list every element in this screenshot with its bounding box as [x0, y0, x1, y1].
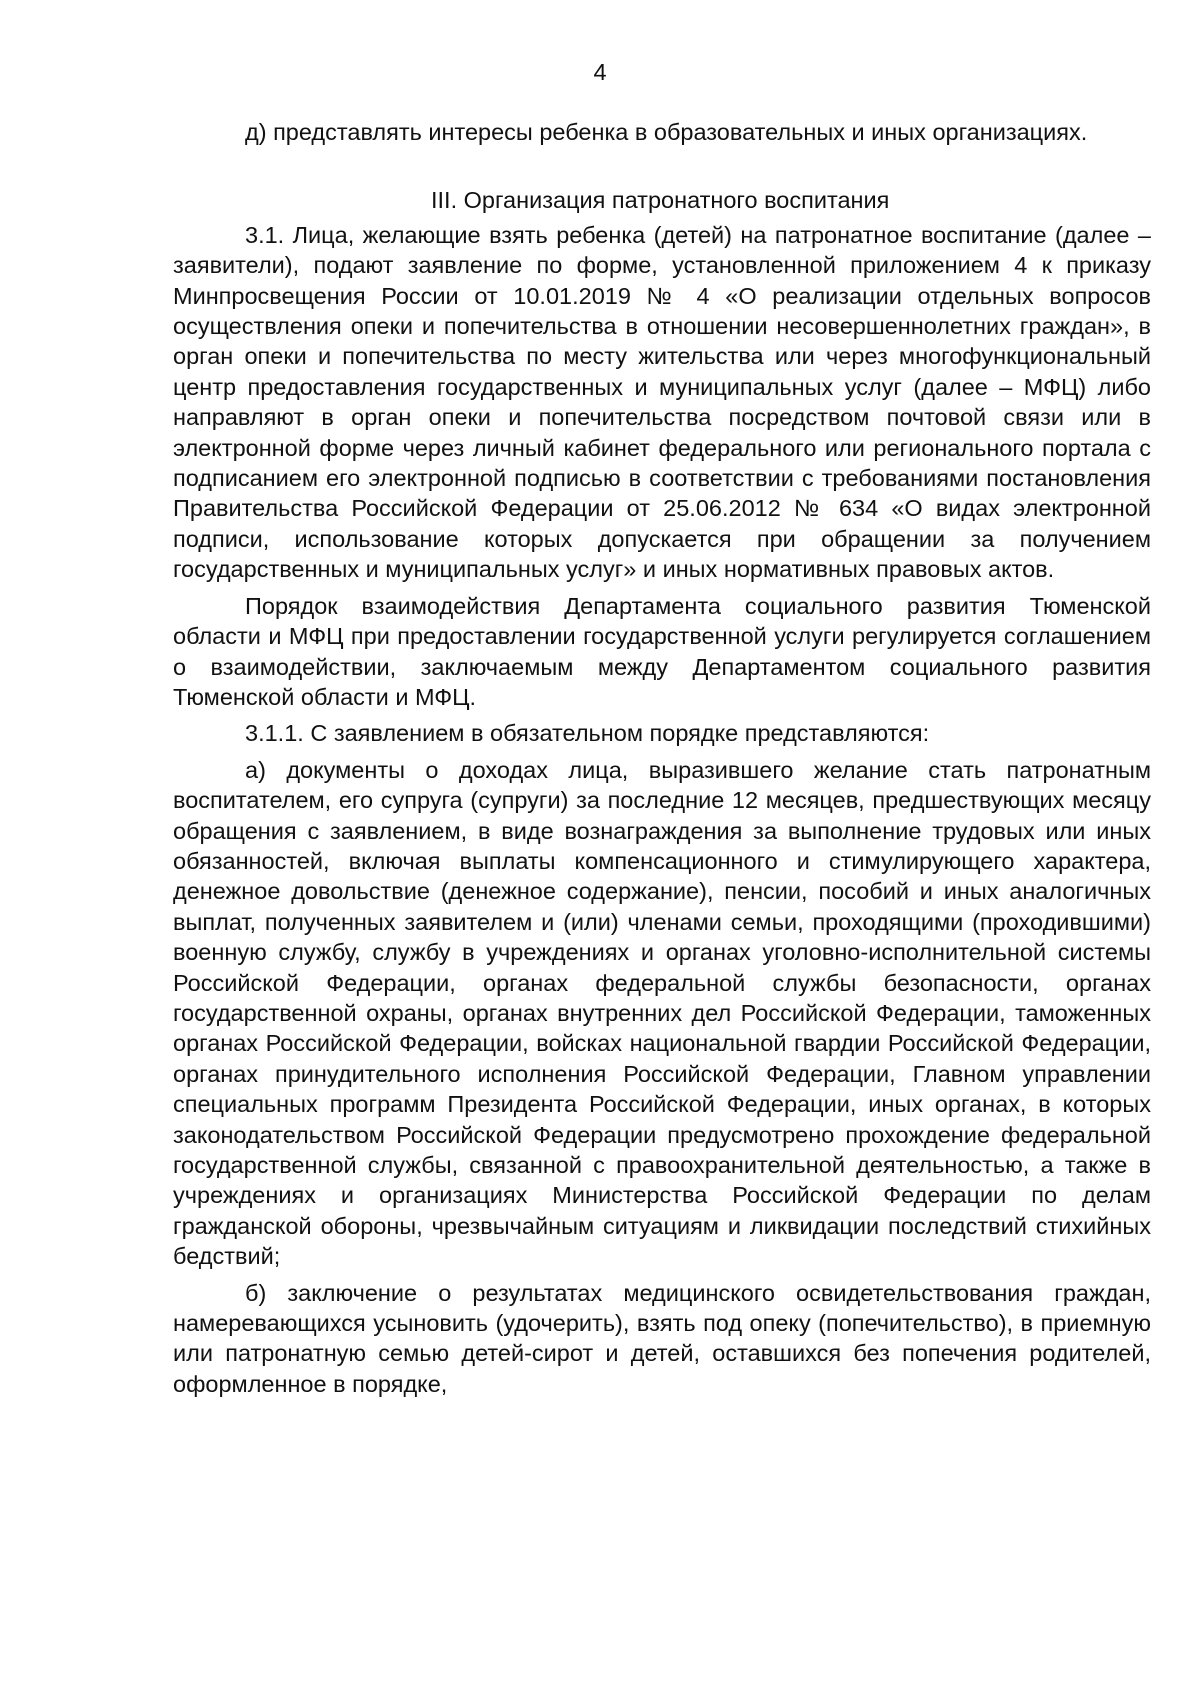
page-number: 4: [593, 59, 607, 85]
paragraph-order: Порядок взаимодействия Департамента социального развития Тюменской области и МФЦ при предоставлении государственной услуги регулируется соглашением о взаимодействии, заключаемым между Департаментом социального развития Тюменской области и МФЦ.: [173, 592, 1151, 710]
paragraph-b: б) заключение о результатах медицинского освидетельствования граждан, намеревающихся усыновить (удочерить), взять под опеку (попечительство), в приемную или патронатную семью детей-сирот и детей, оставшихся без попечения родителей, оформленное в порядке,: [173, 1279, 1151, 1397]
paragraph-a: а) документы о доходах лица, выразившего желание стать патронатным воспитателем, его супруга (супруги) за последние 12 месяцев, предшествующих месяцу обращения с заявлением, в виде вознаграждения за выполнение трудовых или иных обязанностей, включая выплаты компенсационного и стимулирующего характера, денежное довольствие (денежное содержание), пенсии, пособий и иных аналогичных выплат, полученных заявителем и (или) членами семьи, проходящими (проходившими) военную службу, службу в учреждениях и органах уголовно-исполнительной системы Российской Федерации, органах федеральной службы безопасности, органах государственной охраны, органах внутренних дел Российской Федерации, таможенных органах Российской Федерации, войсках национальной гвардии Российской Федерации, органах принудительного исполнения Российской Федерации, Главном управлении специальных программ Президента Российской Федерации, иных органах, в которых законодательством Российской Федерации предусмотрено прохождение федеральной государственной службы, связанной с правоохранительной деятельностью, а также в учреждениях и организациях Министерства Российской Федерации по делам гражданской обороны, чрезвычайным ситуациям и ликвидации последствий стихийных бедствий;: [173, 756, 1151, 1270]
document-body: [173, 117, 1151, 1399]
section-heading: III. Организация патронатного воспитания: [431, 187, 890, 214]
paragraph-3-1-1: 3.1.1. С заявлением в обязательном порядке представляются:: [245, 720, 930, 747]
paragraph-3-1: 3.1. Лица, желающие взять ребенка (детей) на патронатное воспитание (далее – заявители), подают заявление по форме, установленной приложением 4 к приказу Минпросвещения России от 10.01.2019 № 4 «О реализации отдельных вопросов осуществления опеки и попечительства в отношении несовершеннолетних граждан», в орган опеки и попечительства по месту жительства или через многофункциональный центр предоставления государственных и муниципальных услуг (далее – МФЦ) либо направляют в орган опеки и попечительства посредством почтовой связи или в электронной форме через личный кабинет федерального или регионального портала с подписанием его электронной подписью в соответствии с требованиями постановления Правительства Российской Федерации от 25.06.2012 № 634 «О видах электронной подписи, использование которых допускается при обращении за получением государственных и муниципальных услуг» и иных нормативных правовых актов.: [173, 221, 1151, 583]
paragraph-d: д) представлять интересы ребенка в образовательных и иных организациях.: [245, 119, 1088, 145]
